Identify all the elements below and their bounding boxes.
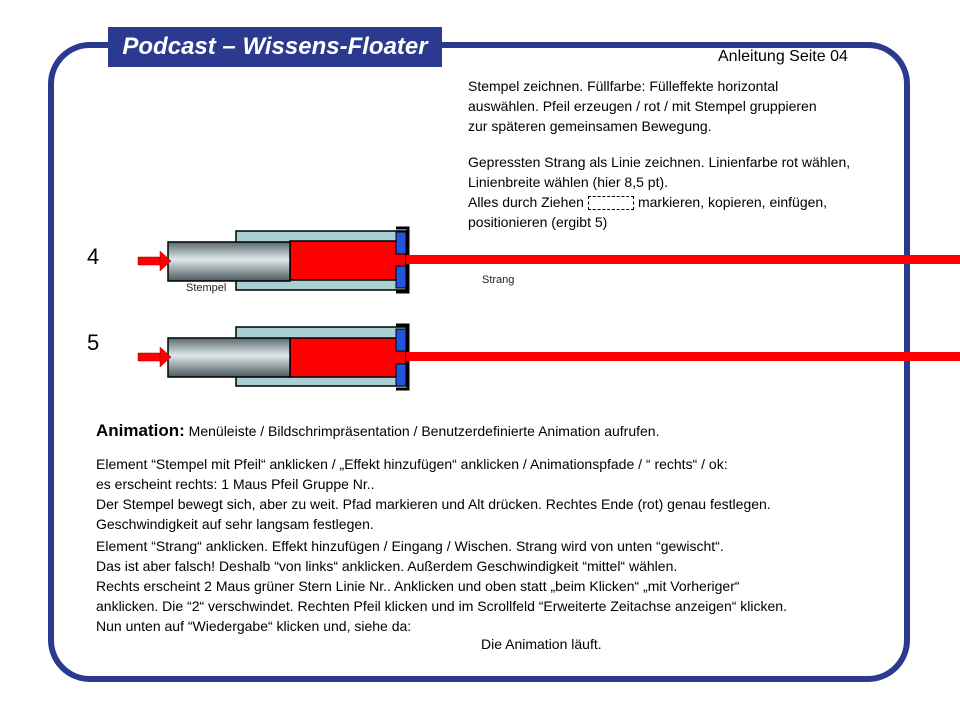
stempel-label: Stempel bbox=[186, 282, 227, 294]
instruction-line: auswählen. Pfeil erzeugen / rot / mit Stempel gruppieren bbox=[468, 98, 817, 114]
red-chamber bbox=[290, 338, 406, 377]
animation-line: Nun unten auf “Wiedergabe“ klicken und, siehe da: bbox=[96, 618, 412, 634]
instruction-line: Gepressten Strang als Linie zeichnen. Linienfarbe rot wählen, bbox=[468, 154, 851, 170]
die-cap-top bbox=[396, 232, 406, 254]
animation-line: Geschwindigkeit auf sehr langsam festlegen. bbox=[96, 516, 374, 532]
animation-line: anklicken. Die “2“ verschwindet. Rechten Pfeil klicken und im Scrollfeld “Erweiterte Zeitachse anzeigen“ klicken. bbox=[96, 598, 787, 614]
push-arrow-icon bbox=[138, 251, 171, 271]
animation-line: Der Stempel bewegt sich, aber zu weit. Pfad markieren und Alt drücken. Rechtes Ende (rot) genau festlegen. bbox=[96, 496, 771, 512]
die-cap-top bbox=[396, 329, 406, 351]
row-number-4: 4 bbox=[87, 244, 100, 269]
instruction-text: Alles durch Ziehen bbox=[468, 194, 584, 210]
instruction-line: zur späteren gemeinsamen Bewegung. bbox=[468, 118, 712, 134]
animation-closing: Die Animation läuft. bbox=[481, 636, 602, 652]
push-arrow-icon bbox=[138, 347, 171, 367]
strang-label: Strang bbox=[482, 274, 515, 286]
page-label: Anleitung Seite 04 bbox=[718, 48, 848, 65]
instruction-line: Stempel zeichnen. Füllfarbe: Fülleffekte horizontal bbox=[468, 78, 779, 94]
red-chamber bbox=[290, 241, 406, 280]
animation-line: es erscheint rechts: 1 Maus Pfeil Gruppe Nr.. bbox=[96, 476, 375, 492]
die-cap-bottom bbox=[396, 364, 406, 386]
page-title: Podcast – Wissens-Floater bbox=[108, 27, 442, 67]
animation-line: Rechts erscheint 2 Maus grüner Stern Linie Nr.. Anklicken und oben statt „beim Klicken“ „mit Vorheriger“ bbox=[96, 578, 740, 594]
animation-heading-line bbox=[96, 421, 659, 441]
stempel-plunger bbox=[168, 242, 290, 281]
animation-heading: Animation: bbox=[96, 421, 185, 440]
animation-line: Das ist aber falsch! Deshalb “von links“ anklicken. Außerdem Geschwindigkeit “mittel“ wählen. bbox=[96, 558, 678, 574]
instruction-line: positionieren (ergibt 5) bbox=[468, 214, 608, 230]
die-cap-bottom bbox=[396, 266, 406, 288]
animation-heading-text: Menüleiste / Bildschrimpräsentation / Benutzerdefinierte Animation aufrufen. bbox=[184, 423, 660, 439]
animation-line: Element “Stempel mit Pfeil“ anklicken / „Effekt hinzufügen“ anklicken / Animationspfade / “ rechts“ / ok: bbox=[96, 456, 728, 472]
stempel-plunger bbox=[168, 338, 290, 377]
instruction-line: Linienbreite wählen (hier 8,5 pt). bbox=[468, 174, 669, 190]
strang-line bbox=[406, 352, 960, 361]
animation-block-1 bbox=[96, 454, 771, 534]
instruction-text: markieren, kopieren, einfügen, bbox=[637, 194, 828, 210]
animation-block-2 bbox=[96, 536, 787, 636]
extruder-row-5 bbox=[138, 325, 960, 389]
animation-line: Element “Strang“ anklicken. Effekt hinzufügen / Eingang / Wischen. Strang wird von unten “gewischt“. bbox=[96, 538, 724, 554]
extruder-row-4 bbox=[138, 228, 960, 292]
row-number-5: 5 bbox=[87, 330, 100, 355]
strang-line bbox=[406, 255, 960, 264]
